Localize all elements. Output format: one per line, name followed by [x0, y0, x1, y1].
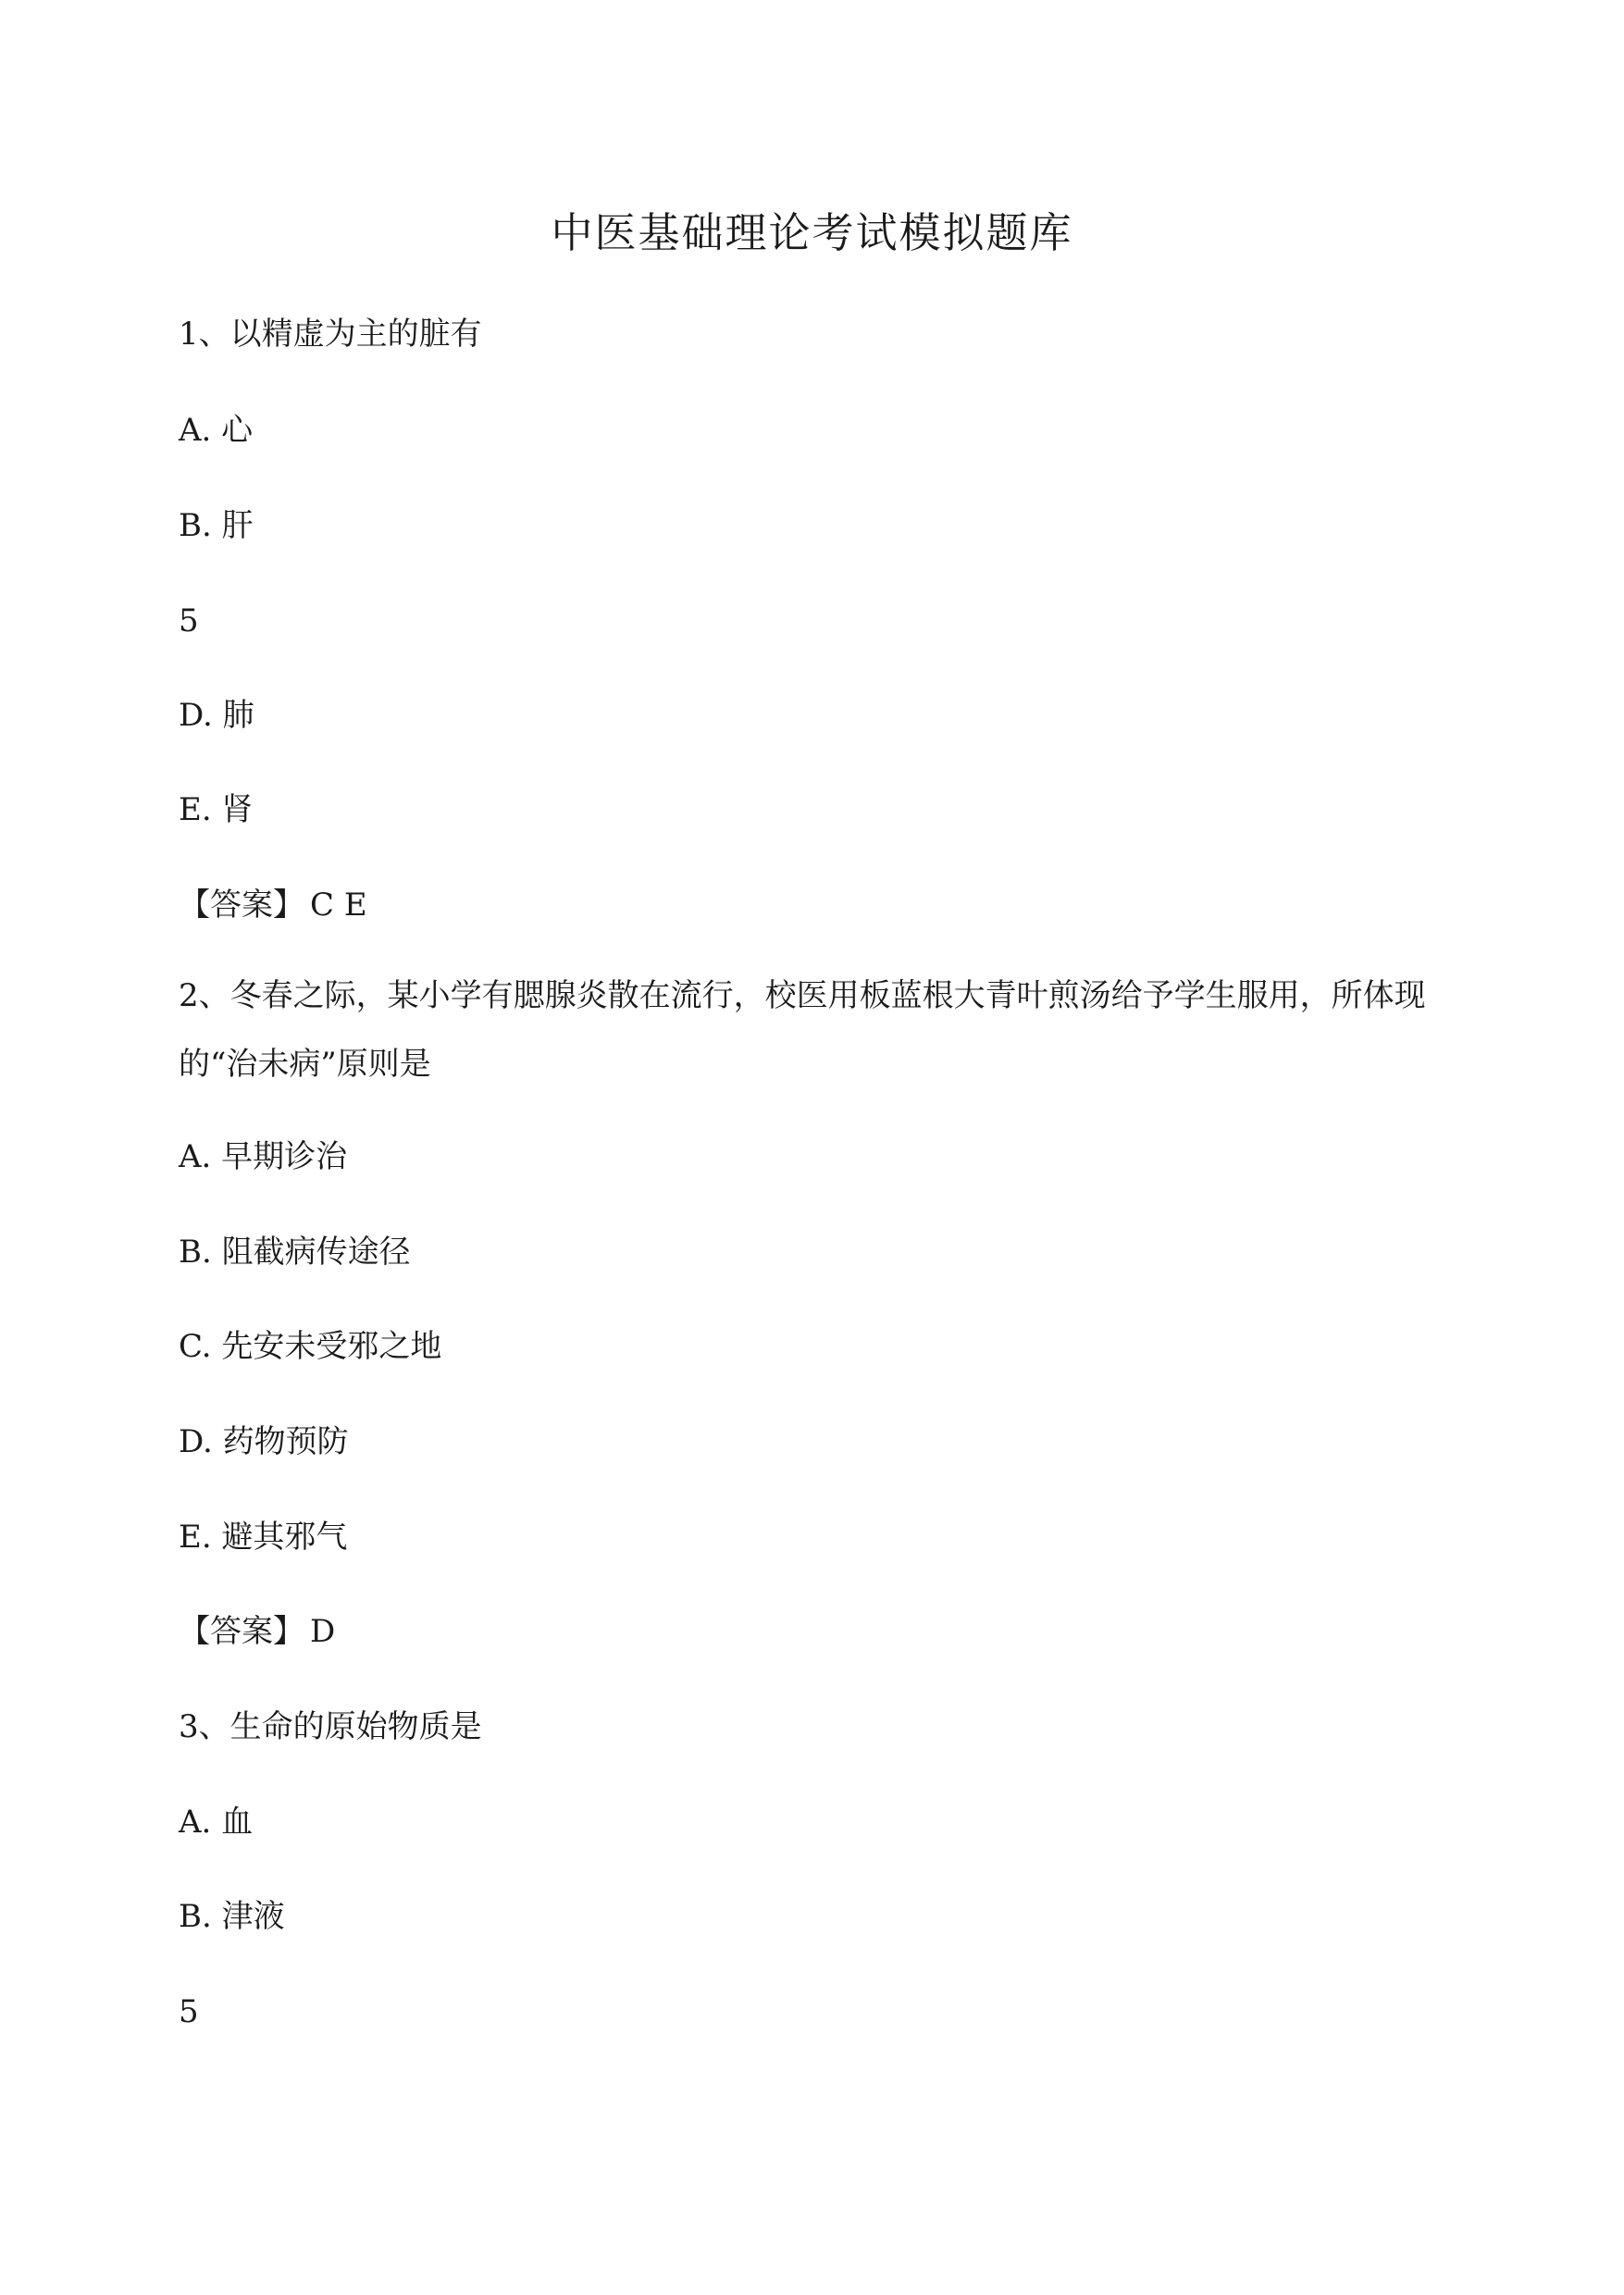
question-1-option-a: A. 心 — [179, 412, 254, 449]
question-1-option-c: 5 — [179, 602, 199, 639]
answer-value: D — [310, 1613, 336, 1650]
question-1-stem: 1、以精虚为主的脏有 — [179, 316, 482, 353]
question-2-option-d: D. 药物预防 — [179, 1423, 349, 1460]
question-3-option-b: B. 津液 — [179, 1898, 285, 1935]
question-1-option-d: D. 肺 — [179, 697, 254, 734]
answer-value: C E — [310, 887, 367, 924]
question-3-option-c: 5 — [179, 1993, 199, 2030]
answer-label: 【答案】 — [179, 887, 304, 924]
answer-label: 【答案】 — [179, 1613, 304, 1650]
question-1-option-b: B. 肝 — [179, 507, 254, 544]
question-1-option-e: E. 肾 — [179, 791, 254, 828]
question-1-answer — [179, 882, 367, 928]
question-3-stem: 3、生命的原始物质是 — [179, 1708, 482, 1745]
question-3-option-a: A. 血 — [179, 1804, 254, 1841]
question-2-option-e: E. 避其邪气 — [179, 1519, 348, 1556]
question-2-answer — [179, 1608, 335, 1655]
question-2-option-b: B. 阻截病传途径 — [179, 1234, 411, 1271]
question-2-stem: 2、冬春之际，某小学有腮腺炎散在流行，校医用板蓝根大青叶煎汤给予学生服用，所体现的“治未病”原则是 — [179, 977, 1426, 1083]
question-2-option-a: A. 早期诊治 — [179, 1138, 348, 1175]
page-title: 中医基础理论考试模拟题库 — [551, 208, 1073, 257]
question-2-option-c: C. 先安未受邪之地 — [179, 1328, 442, 1365]
